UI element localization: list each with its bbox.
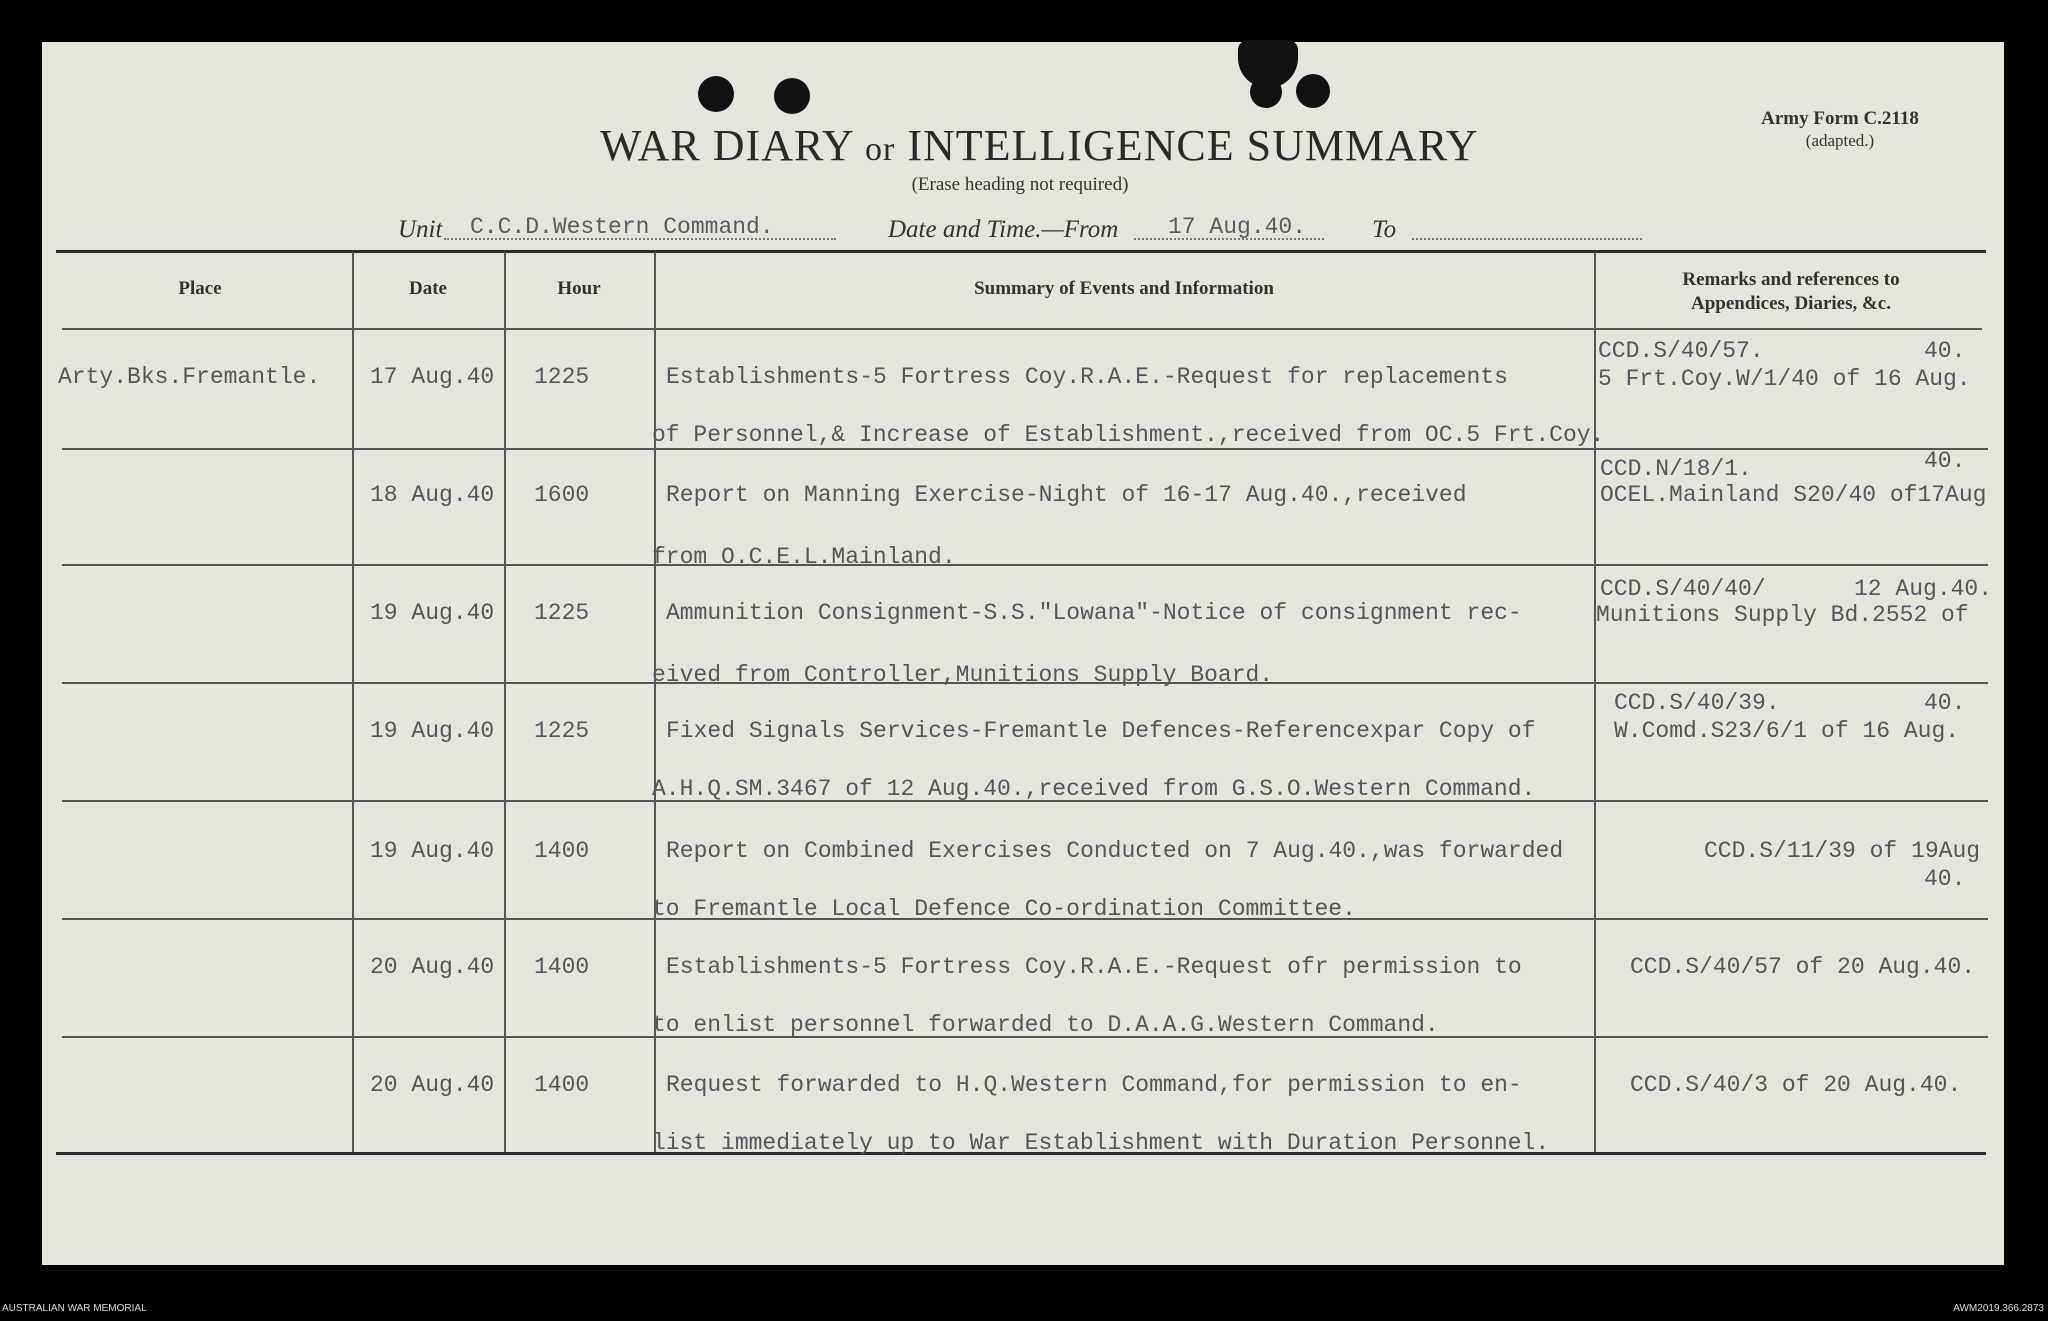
unit-label: Unit bbox=[398, 216, 443, 243]
entry-remarks: CCD.S/40/57. bbox=[1598, 338, 1764, 364]
entry-remarks-year: 40. bbox=[1924, 338, 1966, 364]
entry-summary: Report on Combined Exercises Conducted on 7 Aug.40.,was forwarded bbox=[666, 838, 1564, 864]
entry-remarks-continued: 5 Frt.Coy.W/1/40 of 16 Aug. bbox=[1598, 366, 1971, 392]
entry-hour: 1225 bbox=[534, 718, 590, 744]
table-top-rule bbox=[56, 250, 1986, 253]
entry-summary: Request forwarded to H.Q.Western Command,for permission to en- bbox=[666, 1072, 1522, 1098]
entry-summary-continued: to enlist personnel forwarded to D.A.A.G.Western Command. bbox=[652, 1012, 1439, 1038]
entry-date: 20 Aug.40 bbox=[370, 954, 495, 980]
punch-hole bbox=[1296, 74, 1330, 108]
column-divider bbox=[352, 252, 354, 1152]
entry-remarks: CCD.S/40/57 of 20 Aug.40. bbox=[1630, 954, 1976, 980]
entry-hour: 1400 bbox=[534, 1072, 590, 1098]
entry-hour: 1600 bbox=[534, 482, 590, 508]
entry-summary-continued: to Fremantle Local Defence Co-ordination Committee. bbox=[652, 896, 1356, 922]
column-header-place: Place bbox=[178, 278, 222, 299]
entry-summary-continued: A.H.Q.SM.3467 of 12 Aug.40.,received from G.S.O.Western Command. bbox=[652, 776, 1536, 802]
row-rule bbox=[62, 448, 1988, 450]
entry-summary-continued: from O.C.E.L.Mainland. bbox=[652, 544, 956, 570]
header-row-rule bbox=[62, 328, 1982, 330]
row-rule bbox=[62, 564, 1988, 566]
entry-remarks: CCD.S/11/39 of 19Aug bbox=[1704, 838, 1981, 864]
entry-remarks: CCD.N/18/1. bbox=[1600, 456, 1752, 482]
column-divider bbox=[1594, 252, 1596, 1152]
punch-hole bbox=[1250, 76, 1282, 108]
archive-reference: AWM2019.366.2873 bbox=[1953, 1303, 2044, 1314]
form-title: WAR DIARY or INTELLIGENCE SUMMARY bbox=[600, 121, 1479, 170]
entry-summary: Report on Manning Exercise-Night of 16-17 Aug.40.,received bbox=[666, 482, 1467, 508]
entry-summary: Establishments-5 Fortress Coy.R.A.E.-Request for replacements bbox=[666, 364, 1508, 390]
entry-date: 20 Aug.40 bbox=[370, 1072, 495, 1098]
entry-place: Arty.Bks.Fremantle. bbox=[58, 364, 321, 390]
entry-summary: Ammunition Consignment-S.S."Lowana"-Notice of consignment rec- bbox=[666, 600, 1522, 626]
archive-credit: AUSTRALIAN WAR MEMORIAL bbox=[2, 1303, 147, 1314]
punch-hole bbox=[698, 76, 734, 112]
army-form-number: Army Form C.2118 (adapted.) bbox=[1761, 108, 1919, 150]
entry-remarks-continued: Munitions Supply Bd.2552 of bbox=[1596, 602, 1969, 628]
to-dotline bbox=[1412, 238, 1642, 240]
entry-hour: 1400 bbox=[534, 954, 590, 980]
entry-remarks: CCD.S/40/39. bbox=[1614, 690, 1780, 716]
entry-hour: 1400 bbox=[534, 838, 590, 864]
entry-remarks-year: 40. bbox=[1924, 866, 1966, 892]
date-from-value: 17 Aug.40. bbox=[1168, 214, 1307, 240]
entry-date: 17 Aug.40 bbox=[370, 364, 495, 390]
entry-hour: 1225 bbox=[534, 600, 590, 626]
entry-remarks-continued: W.Comd.S23/6/1 of 16 Aug. bbox=[1614, 718, 1960, 744]
entry-date: 19 Aug.40 bbox=[370, 718, 495, 744]
form-subtitle: (Erase heading not required) bbox=[911, 174, 1129, 195]
column-divider bbox=[504, 252, 506, 1152]
entry-remarks-year: 40. bbox=[1924, 690, 1966, 716]
entry-remarks-continued: OCEL.Mainland S20/40 of17Aug bbox=[1600, 482, 1987, 508]
entry-summary: Fixed Signals Services-Fremantle Defences-Referencexpar Copy of bbox=[666, 718, 1536, 744]
entry-remarks: CCD.S/40/3 of 20 Aug.40. bbox=[1630, 1072, 1962, 1098]
entry-summary-continued: eived from Controller,Munitions Supply Board. bbox=[652, 662, 1274, 688]
to-label: To bbox=[1372, 216, 1397, 243]
entry-remarks-year: 40. bbox=[1924, 448, 1966, 474]
punch-hole bbox=[774, 78, 810, 114]
entry-date: 18 Aug.40 bbox=[370, 482, 495, 508]
column-header-remarks: Remarks and references to Appendices, Diaries, &c. bbox=[1682, 269, 1900, 314]
column-header-date: Date bbox=[409, 278, 447, 299]
entry-remarks: CCD.S/40/40/ bbox=[1600, 576, 1766, 602]
unit-value: C.C.D.Western Command. bbox=[470, 214, 774, 240]
date-time-label: Date and Time.—From bbox=[888, 216, 1119, 243]
entry-date: 19 Aug.40 bbox=[370, 600, 495, 626]
entry-summary-continued: list immediately up to War Establishment with Duration Personnel. bbox=[652, 1130, 1550, 1156]
column-header-hour: Hour bbox=[557, 278, 601, 299]
entry-remarks-year: 12 Aug.40. bbox=[1854, 576, 1993, 602]
column-header-summary: Summary of Events and Information bbox=[974, 278, 1274, 299]
entry-hour: 1225 bbox=[534, 364, 590, 390]
entry-summary-continued: of Personnel,& Increase of Establishment.,received from OC.5 Frt.Coy. bbox=[652, 422, 1605, 448]
entry-summary: Establishments-5 Fortress Coy.R.A.E.-Request ofr permission to bbox=[666, 954, 1522, 980]
entry-date: 19 Aug.40 bbox=[370, 838, 495, 864]
